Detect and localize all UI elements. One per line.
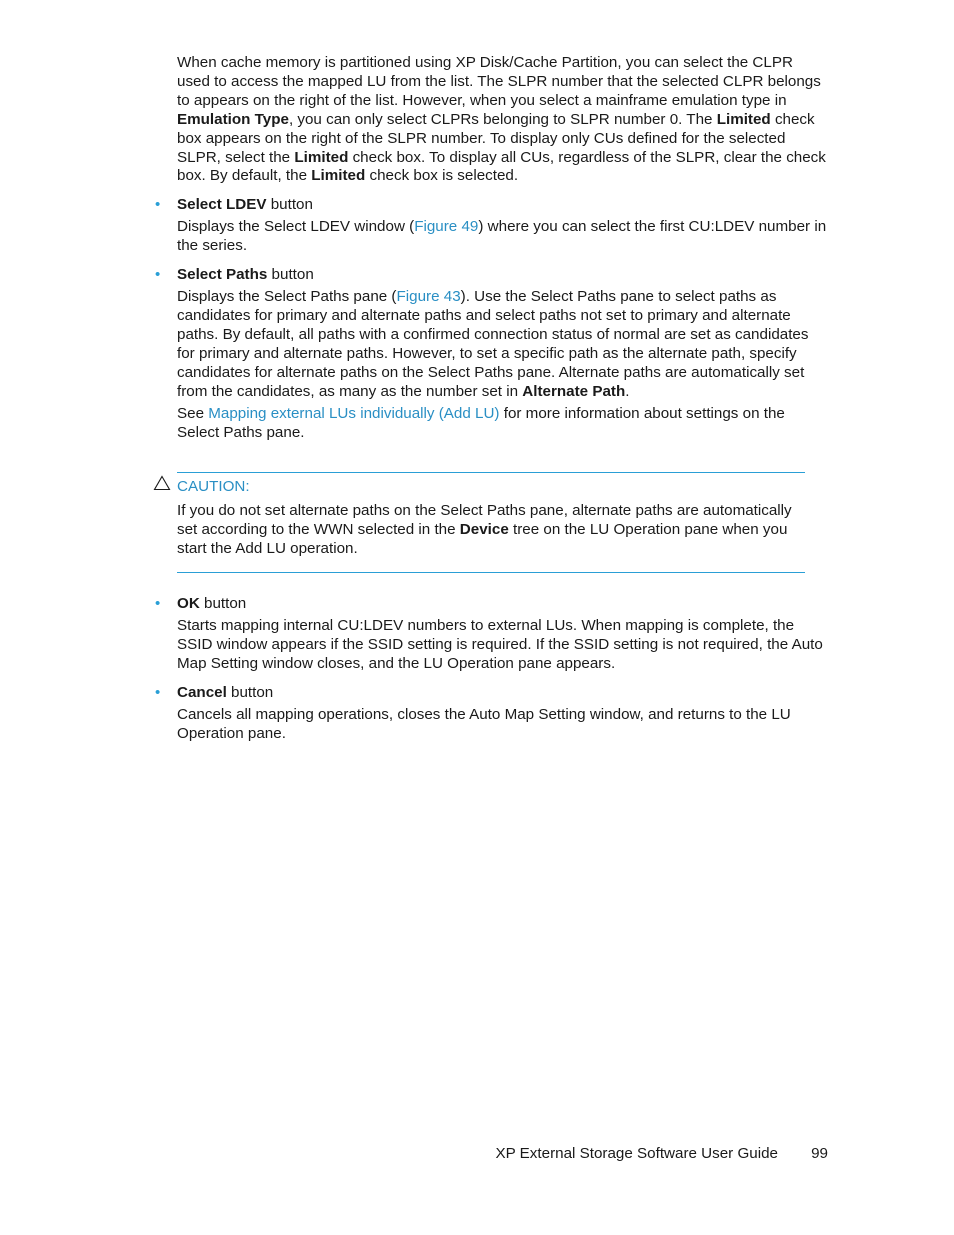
mapping-external-lus-link[interactable]: Mapping external LUs individually (Add LU)	[208, 405, 500, 422]
intro-text-1: When cache memory is partitioned using XP Disk/Cache Partition, you can select the CLPR used to access the mapped LU from the list. The SLPR number that the selected CLPR belongs to appears on the right of the list. However, when you select a mainframe emulation type in	[177, 54, 821, 109]
caution-triangle-icon	[153, 475, 171, 491]
intro-limited-3: Limited	[311, 167, 366, 185]
caution-text	[177, 502, 805, 559]
select-paths-suffix: button	[267, 266, 314, 283]
ok-suffix: button	[199, 595, 247, 612]
bullet-marker: •	[155, 196, 161, 213]
footer-title: XP External Storage Software User Guide	[495, 1145, 778, 1162]
caution-text-1: If you do not set alternate paths on the Select Paths pane, alternate paths are automatically set according to the WWN selected in the	[177, 502, 792, 538]
intro-text-4: check box. To display all CUs, regardless of the SLPR, clear the check box. By default, the	[177, 148, 826, 185]
select-ldev-heading	[177, 195, 313, 214]
select-ldev-description	[177, 218, 829, 256]
select-paths-see-also	[177, 405, 829, 443]
bullet-marker: •	[155, 595, 161, 612]
alternate-path-term: Alternate Path	[522, 382, 626, 400]
bullet-marker: •	[155, 684, 161, 701]
bullet-marker: •	[155, 266, 161, 283]
page-number: 99	[811, 1145, 828, 1162]
select-ldev-desc-2: ) where you can select the first CU:LDEV number in the series.	[177, 218, 827, 254]
intro-text-3: check box appears on the right of the SLPR number. To display only CUs defined for the selected SLPR, select the	[177, 110, 815, 166]
select-paths-desc-3: .	[625, 382, 630, 400]
intro-text-2: , you can only select CLPRs belonging to SLPR number 0. The	[288, 110, 717, 128]
cancel-description: Cancels all mapping operations, closes the Auto Map Setting window, and returns to the LU Operation pane.	[177, 706, 791, 742]
see-text-2: for more information about settings on the Select Paths pane.	[177, 405, 785, 441]
select-paths-heading	[177, 265, 314, 284]
intro-paragraph	[177, 54, 829, 186]
figure-49-link[interactable]: Figure 49	[414, 218, 479, 235]
select-ldev-desc-1: Displays the Select LDEV window (	[177, 218, 415, 235]
ok-name: OK	[177, 595, 200, 612]
caution-device-term: Device	[459, 520, 509, 538]
intro-limited-2: Limited	[294, 148, 349, 166]
select-paths-description	[177, 288, 829, 401]
intro-limited-1: Limited	[716, 110, 771, 128]
select-paths-desc-1: Displays the Select Paths pane (	[177, 288, 397, 305]
ok-description: Starts mapping internal CU:LDEV numbers to external LUs. When mapping is complete, the SSID window appears if the SSID setting is required. If the SSID setting is not required, the Auto Map Setting window closes, and the LU Operation pane appears.	[177, 617, 823, 672]
select-paths-desc-2: ). Use the Select Paths pane to select paths as candidates for primary and alternate paths and select paths not set to primary and alternate paths. By default, all paths with a confirmed connection status of normal are set as candidates for primary and alternate paths. However, to set a specific path as the alternate path, specify candidates for alternate paths on the Select Paths pane. Alternate paths are automatically set from the candidates, as many as the number set in	[177, 288, 809, 400]
cancel-suffix: button	[226, 684, 274, 701]
ok-heading	[177, 594, 246, 613]
select-paths-name: Select Paths	[177, 266, 268, 283]
cancel-heading	[177, 683, 273, 702]
caution-top-rule	[177, 472, 805, 473]
caution-text-2: tree on the LU Operation pane when you start the Add LU operation.	[177, 520, 788, 557]
select-ldev-name: Select LDEV	[177, 196, 267, 213]
figure-43-link[interactable]: Figure 43	[396, 288, 461, 305]
see-text-1: See	[177, 405, 209, 422]
intro-text-5: check box is selected.	[365, 167, 519, 185]
cancel-name: Cancel	[177, 684, 227, 701]
caution-label: CAUTION:	[177, 478, 250, 495]
select-ldev-suffix: button	[266, 196, 313, 213]
caution-bottom-rule	[177, 572, 805, 573]
intro-emulation-type: Emulation Type	[177, 110, 289, 128]
